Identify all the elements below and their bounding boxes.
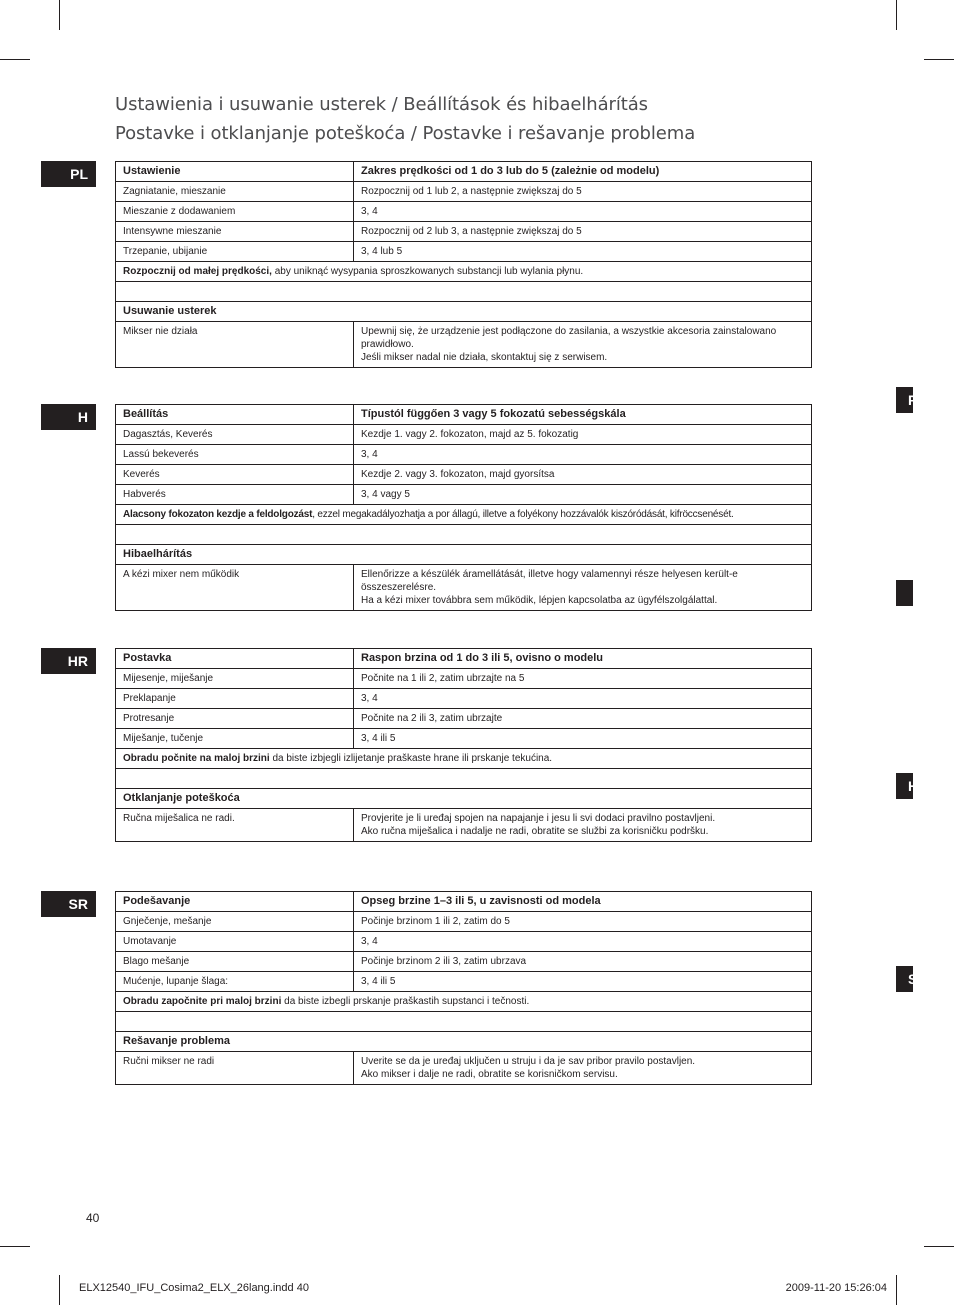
- spacer-cell: [116, 769, 812, 789]
- speed-cell: Rozpocznij od 2 lub 3, a następnie zwiększaj do 5: [354, 222, 812, 242]
- edge-tab-2: [896, 580, 913, 606]
- note-text: aby uniknąć wysypania sproszkowanych substancji lub wylania płynu.: [271, 266, 584, 277]
- table-row: [116, 485, 812, 505]
- solution-line-1: Provjerite je li uređaj spojen na napajanje i jesu li svi dodaci pravilno postavljeni.: [361, 813, 716, 824]
- page-title-line-2: Postavke i otklanjanje poteškoća / Postavke i rešavanje problema: [115, 123, 696, 144]
- problem-cell: Ručni mikser ne radi: [116, 1052, 354, 1085]
- setting-cell: Dagasztás, Keverés: [116, 425, 354, 445]
- crop-mark: [59, 1275, 60, 1305]
- crop-mark: [0, 59, 30, 60]
- table-header-row: [116, 649, 812, 669]
- setting-cell: Lassú bekeverés: [116, 445, 354, 465]
- solution-line-1: Ellenőrizze a készülék áramellátását, illetve hogy valamennyi része helyesen került-e összeszerelésre.: [361, 569, 738, 593]
- speed-cell: 3, 4: [354, 202, 812, 222]
- note-row: [116, 992, 812, 1012]
- solution-cell: [354, 322, 812, 368]
- note-row: [116, 262, 812, 282]
- note-row: [116, 749, 812, 769]
- troubleshooting-row: [116, 1052, 812, 1085]
- table-row: [116, 202, 812, 222]
- troubleshooting-row: [116, 322, 812, 368]
- table-row: [116, 222, 812, 242]
- solution-cell: [354, 565, 812, 611]
- speed-cell: Rozpocznij od 1 lub 2, a następnie zwiększaj do 5: [354, 182, 812, 202]
- table-row: [116, 689, 812, 709]
- speed-cell: 3, 4: [354, 932, 812, 952]
- solution-line-2: Ako mikser i dalje ne radi, obratite se korisničkom servisu.: [361, 1069, 618, 1080]
- spacer-cell: [116, 1012, 812, 1032]
- header-setting: Podešavanje: [116, 892, 354, 912]
- note-row: [116, 505, 812, 525]
- page-title-line-1: Ustawienia i usuwanie usterek / Beállítások és hibaelhárítás: [115, 94, 648, 115]
- troubleshooting-row: [116, 565, 812, 611]
- setting-cell: Habverés: [116, 485, 354, 505]
- settings-table-hr: [115, 648, 812, 842]
- troubleshooting-header: Hibaelhárítás: [116, 545, 812, 565]
- table-header-row: [116, 162, 812, 182]
- edge-tab-1: P: [896, 387, 913, 413]
- table-row: [116, 242, 812, 262]
- crop-mark: [924, 59, 954, 60]
- header-setting: Ustawienie: [116, 162, 354, 182]
- solution-line-2: Ako ručna miješalica i nadalje ne radi, obratite se službi za korisničku podršku.: [361, 826, 709, 837]
- speed-cell: 3, 4 vagy 5: [354, 485, 812, 505]
- speed-cell: 3, 4 lub 5: [354, 242, 812, 262]
- solution-cell: [354, 1052, 812, 1085]
- page-number: 40: [86, 1211, 100, 1225]
- speed-cell: Počnite na 1 ili 2, zatim ubrzajte na 5: [354, 669, 812, 689]
- table-row: [116, 445, 812, 465]
- spacer-row: [116, 282, 812, 302]
- setting-cell: Keverés: [116, 465, 354, 485]
- troubleshooting-header: Otklanjanje poteškoća: [116, 789, 812, 809]
- note-text: da biste izbegli prskanje praškastih supstanci i tečnosti.: [281, 996, 530, 1007]
- solution-cell: [354, 809, 812, 842]
- speed-cell: Počinje brzinom 1 ili 2, zatim do 5: [354, 912, 812, 932]
- note-text: da biste izbjegli izlijetanje praškaste hrane ili prskanje tekućina.: [269, 753, 553, 764]
- table-row: [116, 912, 812, 932]
- table-row: [116, 729, 812, 749]
- crop-mark: [924, 1246, 954, 1247]
- troubleshooting-header-row: [116, 1032, 812, 1052]
- setting-cell: Umotavanje: [116, 932, 354, 952]
- setting-cell: Preklapanje: [116, 689, 354, 709]
- header-setting: Postavka: [116, 649, 354, 669]
- footer-filename: ELX12540_IFU_Cosima2_ELX_26lang.indd 40: [79, 1282, 309, 1294]
- solution-line-1: Uverite se da je uređaj uključen u struju i da je sav pribor pravilo postavljen.: [361, 1056, 696, 1067]
- language-tab-sr: SR: [41, 891, 96, 917]
- crop-mark: [59, 0, 60, 30]
- setting-cell: Zagniatanie, mieszanie: [116, 182, 354, 202]
- note-bold: Rozpocznij od małej prędkości,: [123, 266, 272, 277]
- table-row: [116, 932, 812, 952]
- note-cell: [116, 262, 812, 282]
- note-cell: [116, 992, 812, 1012]
- table-row: [116, 972, 812, 992]
- problem-cell: Mikser nie działa: [116, 322, 354, 368]
- header-speed-range: Opseg brzine 1–3 ili 5, u zavisnosti od modela: [354, 892, 812, 912]
- language-tab-h: H: [41, 404, 96, 430]
- setting-cell: Intensywne mieszanie: [116, 222, 354, 242]
- note-bold: Obradu počnite na maloj brzini: [123, 753, 270, 764]
- spacer-row: [116, 525, 812, 545]
- note-cell: [116, 505, 812, 525]
- speed-cell: Kezdje 2. vagy 3. fokozaton, majd gyorsítsa: [354, 465, 812, 485]
- settings-table-pl: [115, 161, 812, 368]
- spacer-cell: [116, 525, 812, 545]
- problem-cell: A kézi mixer nem működik: [116, 565, 354, 611]
- section-hr: [115, 648, 812, 842]
- crop-mark: [896, 1275, 897, 1305]
- speed-cell: Kezdje 1. vagy 2. fokozaton, majd az 5. fokozatig: [354, 425, 812, 445]
- crop-mark: [896, 0, 897, 30]
- table-row: [116, 952, 812, 972]
- speed-cell: 3, 4 ili 5: [354, 972, 812, 992]
- footer-timestamp: 2009-11-20 15:26:04: [785, 1282, 887, 1294]
- language-tab-hr: HR: [41, 648, 96, 674]
- settings-table-h: [115, 404, 812, 611]
- table-header-row: [116, 892, 812, 912]
- table-header-row: [116, 405, 812, 425]
- settings-table-sr: [115, 891, 812, 1085]
- speed-cell: Počinje brzinom 2 ili 3, zatim ubrzava: [354, 952, 812, 972]
- section-pl: [115, 161, 812, 368]
- note-bold: Alacsony fokozaton kezdje a feldolgozást: [123, 509, 313, 520]
- header-setting: Beállítás: [116, 405, 354, 425]
- table-row: [116, 669, 812, 689]
- spacer-row: [116, 769, 812, 789]
- troubleshooting-header: Rešavanje problema: [116, 1032, 812, 1052]
- spacer-row: [116, 1012, 812, 1032]
- problem-cell: Ručna miješalica ne radi.: [116, 809, 354, 842]
- section-h: [115, 404, 812, 611]
- solution-line-2: Ha a kézi mixer továbbra sem működik, lépjen kapcsolatba az ügyfélszolgálattal.: [361, 595, 718, 606]
- setting-cell: Protresanje: [116, 709, 354, 729]
- setting-cell: Mućenje, lupanje šlaga:: [116, 972, 354, 992]
- header-speed-range: Zakres prędkości od 1 do 3 lub do 5 (zależnie od modelu): [354, 162, 812, 182]
- setting-cell: Miješanje, tučenje: [116, 729, 354, 749]
- spacer-cell: [116, 282, 812, 302]
- table-row: [116, 465, 812, 485]
- troubleshooting-header-row: [116, 545, 812, 565]
- speed-cell: Počnite na 2 ili 3, zatim ubrzajte: [354, 709, 812, 729]
- setting-cell: Gnječenje, mešanje: [116, 912, 354, 932]
- solution-line-2: Jeśli mikser nadal nie działa, skontaktuj się z serwisem.: [361, 352, 608, 363]
- setting-cell: Mijesenje, miješanje: [116, 669, 354, 689]
- troubleshooting-header: Usuwanie usterek: [116, 302, 812, 322]
- troubleshooting-header-row: [116, 789, 812, 809]
- speed-cell: 3, 4: [354, 689, 812, 709]
- header-speed-range: Típustól függően 3 vagy 5 fokozatú sebességskála: [354, 405, 812, 425]
- language-tab-pl: PL: [41, 161, 96, 187]
- troubleshooting-header-row: [116, 302, 812, 322]
- table-row: [116, 425, 812, 445]
- edge-tab-4: S: [896, 966, 913, 992]
- setting-cell: Trzepanie, ubijanie: [116, 242, 354, 262]
- note-cell: [116, 749, 812, 769]
- note-text: , ezzel megakadályozhatja a por állagú, illetve a folyékony hozzávalók kiszóródását, kifröccsenését.: [312, 509, 734, 520]
- troubleshooting-row: [116, 809, 812, 842]
- table-row: [116, 709, 812, 729]
- table-row: [116, 182, 812, 202]
- header-speed-range: Raspon brzina od 1 do 3 ili 5, ovisno o modelu: [354, 649, 812, 669]
- edge-tab-3: H: [896, 773, 913, 799]
- speed-cell: 3, 4 ili 5: [354, 729, 812, 749]
- setting-cell: Mieszanie z dodawaniem: [116, 202, 354, 222]
- crop-mark: [0, 1246, 30, 1247]
- setting-cell: Blago mešanje: [116, 952, 354, 972]
- section-sr: [115, 891, 812, 1085]
- solution-line-1: Upewnij się, że urządzenie jest podłączone do zasilania, a wszystkie akcesoria zainstalowano prawidłowo.: [361, 326, 777, 350]
- note-bold: Obradu započnite pri maloj brzini: [123, 996, 282, 1007]
- speed-cell: 3, 4: [354, 445, 812, 465]
